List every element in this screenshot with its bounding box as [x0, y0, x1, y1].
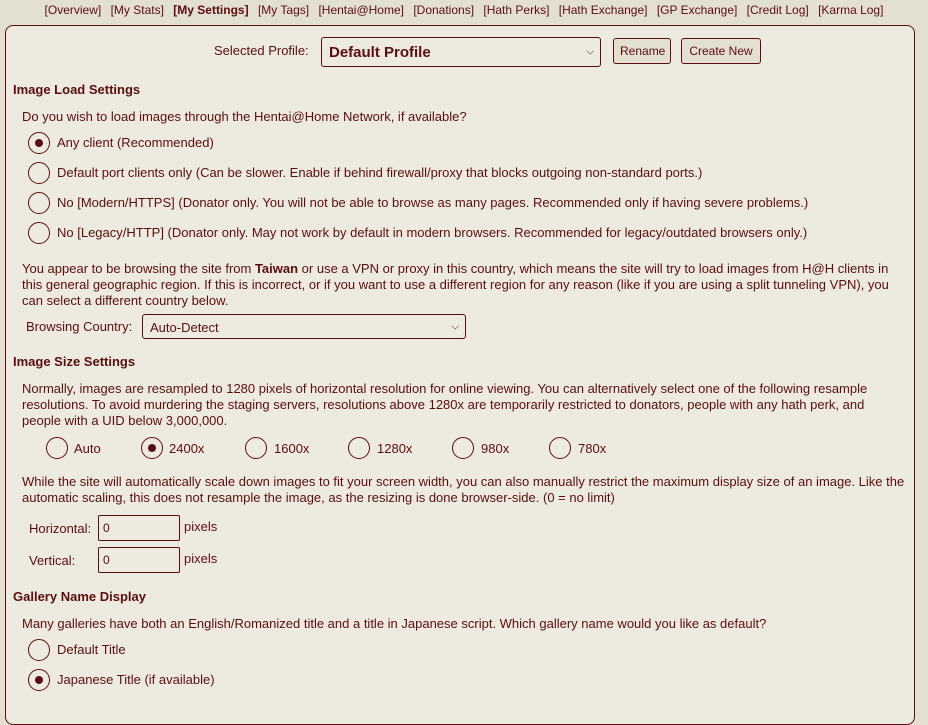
gallery-name-radio-default[interactable] — [28, 639, 50, 661]
horizontal-label: Horizontal: — [29, 521, 92, 536]
gallery-name-heading: Gallery Name Display — [13, 589, 146, 604]
load-option-radio-default-port[interactable] — [28, 162, 50, 184]
browsing-country-value: Auto-Detect — [150, 320, 219, 335]
load-option-label: Default port clients only (Can be slower. Enable if behind firewall/proxy that blocks outgoing non-standard ports.) — [57, 165, 703, 180]
size-option-label: 1600x — [274, 441, 310, 456]
vertical-input[interactable]: 0 — [98, 547, 180, 573]
create-new-button[interactable]: Create New — [681, 38, 761, 64]
load-option-radio-no-http[interactable] — [28, 222, 50, 244]
load-option-radio-no-https[interactable] — [28, 192, 50, 214]
size-option-label: 2400x — [169, 441, 205, 456]
vertical-unit: pixels — [184, 551, 218, 566]
image-size-description: Normally, images are resampled to 1280 pixels of horizontal resolution for online viewing. You can alternatively select one of the following resample resolutions. To avoid murdering the staging servers, resolutions above 1280x are temporarily restricted to donators, people with any hath perk, and people with a UID below 3,000,000. — [22, 381, 868, 428]
nav-hath-exchange[interactable]: [Hath Exchange] — [558, 3, 648, 17]
rename-button[interactable]: Rename — [613, 38, 671, 64]
profile-select-value: Default Profile — [329, 44, 431, 61]
size-option-label: 780x — [578, 441, 607, 456]
size-radio-2400[interactable] — [141, 437, 163, 459]
profile-label: Selected Profile: — [214, 43, 309, 58]
size-option-label: 980x — [481, 441, 510, 456]
vertical-label: Vertical: — [29, 553, 76, 568]
load-option-radio-any[interactable] — [28, 132, 50, 154]
nav-hath-perks[interactable]: [Hath Perks] — [483, 3, 550, 17]
size-option-label: Auto — [74, 441, 101, 456]
horizontal-unit: pixels — [184, 519, 218, 534]
nav-overview[interactable]: [Overview] — [44, 3, 102, 17]
location-country: Taiwan — [254, 261, 299, 276]
image-size-heading: Image Size Settings — [13, 354, 136, 369]
nav-gp-exchange[interactable]: [GP Exchange] — [656, 3, 738, 17]
size-option-label: 1280x — [377, 441, 413, 456]
location-text-pre: You appear to be browsing the site from — [22, 261, 255, 276]
scale-description: While the site will automatically scale down images to fit your screen width, you can also manually restrict the maximum display size of an image. Like the automatic scaling, this does not resample the image, as the resizing is done browser-side. (0 = no limit) — [22, 474, 905, 505]
nav-donations[interactable]: [Donations] — [413, 3, 475, 17]
size-radio-780[interactable] — [549, 437, 571, 459]
nav-my-settings[interactable]: [My Settings] — [173, 3, 249, 17]
nav-my-tags[interactable]: [My Tags] — [257, 3, 310, 17]
gallery-name-radio-japanese[interactable] — [28, 669, 50, 691]
nav-my-stats[interactable]: [My Stats] — [110, 3, 164, 17]
gallery-name-question: Many galleries have both an English/Romanized title and a title in Japanese script. Which gallery name would you like as default? — [22, 616, 767, 631]
load-option-label: Any client (Recommended) — [57, 135, 214, 150]
gallery-name-option-label: Japanese Title (if available) — [57, 672, 215, 687]
location-text-post: or use a VPN or proxy in this country, which means the site will try to load images from H@H clients in this general geographic region. If this is incorrect, or if you want to use a different region for any reason (like if you are using a split tunneling VPN), you can select a different country below. — [22, 261, 889, 308]
top-navigation — [0, 0, 928, 20]
browsing-country-label: Browsing Country: — [26, 319, 133, 334]
chevron-down-icon: ⌵ — [586, 46, 594, 58]
load-option-label: No [Legacy/HTTP] (Donator only. May not work by default in modern browsers. Recommended for legacy/outdated browsers only.) — [57, 225, 808, 240]
chevron-down-icon: ⌵ — [451, 321, 459, 332]
size-radio-1600[interactable] — [245, 437, 267, 459]
gallery-name-option-label: Default Title — [57, 642, 126, 657]
image-load-heading: Image Load Settings — [13, 82, 141, 97]
location-notice — [22, 261, 906, 309]
nav-karma-log[interactable]: [Karma Log] — [818, 3, 884, 17]
size-radio-auto[interactable] — [46, 437, 68, 459]
load-option-label: No [Modern/HTTPS] (Donator only. You will not be able to browse as many pages. Recommended only if having severe problems.) — [57, 195, 809, 210]
browsing-country-select[interactable] — [142, 314, 466, 339]
horizontal-input[interactable]: 0 — [98, 515, 180, 541]
settings-panel — [5, 25, 915, 725]
size-radio-980[interactable] — [452, 437, 474, 459]
image-load-question: Do you wish to load images through the Hentai@Home Network, if available? — [22, 109, 467, 124]
nav-credit-log[interactable]: [Credit Log] — [746, 3, 809, 17]
size-radio-1280[interactable] — [348, 437, 370, 459]
nav-hentai-at-home[interactable]: [Hentai@Home] — [318, 3, 404, 17]
profile-select[interactable] — [321, 37, 601, 67]
